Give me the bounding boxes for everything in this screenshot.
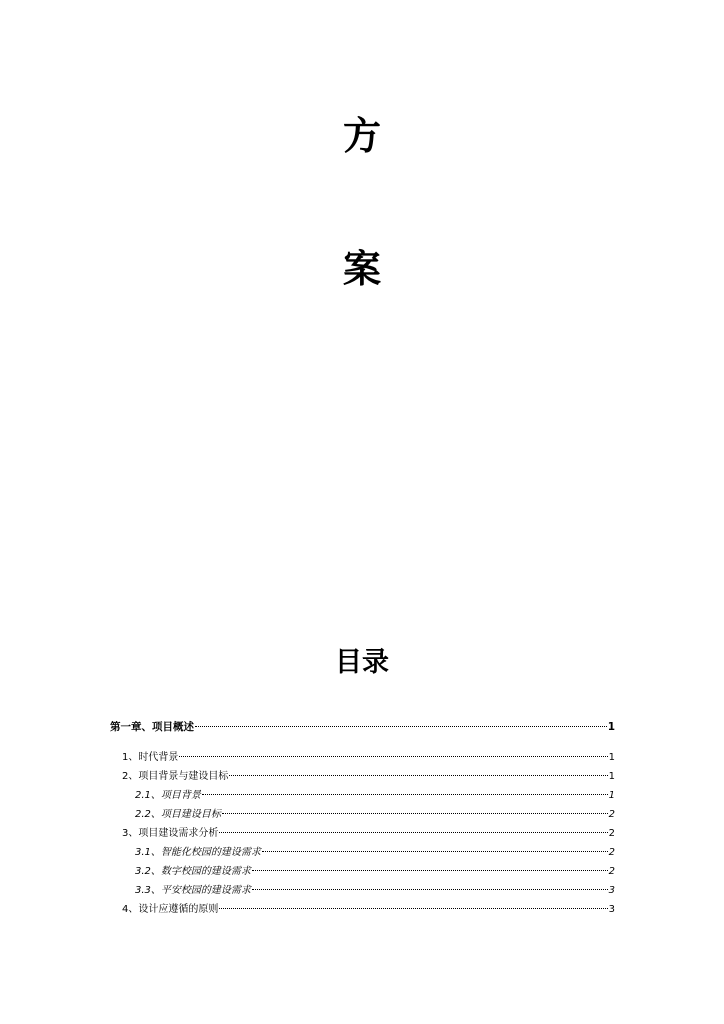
toc-entry-text: 1、时代背景 bbox=[122, 752, 179, 763]
cover-title-char-1: 方 bbox=[342, 114, 381, 158]
toc-dot-leader bbox=[219, 832, 607, 833]
toc-dot-leader bbox=[262, 851, 608, 852]
toc-entry-2[interactable] bbox=[110, 767, 615, 786]
table-of-contents bbox=[110, 718, 615, 919]
toc-page-number: 2 bbox=[608, 809, 615, 820]
toc-dot-leader bbox=[252, 889, 608, 890]
toc-dot-leader bbox=[179, 756, 607, 757]
toc-entry-1[interactable] bbox=[110, 748, 615, 767]
toc-dot-leader bbox=[252, 870, 608, 871]
toc-entry-4[interactable] bbox=[110, 900, 615, 919]
toc-entry-text: 第一章、项目概述 bbox=[110, 721, 194, 733]
toc-entry-3-1[interactable] bbox=[110, 843, 615, 862]
toc-entry-text: 3.1、智能化校园的建设需求 bbox=[135, 847, 261, 858]
toc-page-number: 1 bbox=[608, 771, 615, 782]
toc-page-number: 2 bbox=[608, 847, 615, 858]
toc-page-number: 3 bbox=[608, 885, 615, 896]
toc-entry-text: 3、项目建设需求分析 bbox=[122, 828, 219, 839]
toc-entry-text: 2、项目背景与建设目标 bbox=[122, 771, 229, 782]
toc-entry-text: 4、设计应遵循的原则 bbox=[122, 904, 219, 915]
toc-entry-text: 3.3、平安校园的建设需求 bbox=[135, 885, 251, 896]
toc-entry-3[interactable] bbox=[110, 824, 615, 843]
toc-page-number: 2 bbox=[608, 828, 615, 839]
toc-title: 目录 bbox=[335, 647, 389, 678]
toc-entry-text: 2.1、项目背景 bbox=[135, 790, 201, 801]
toc-page-number: 1 bbox=[608, 790, 615, 801]
toc-entry-text: 2.2、项目建设目标 bbox=[135, 809, 221, 820]
toc-entry-2-2[interactable] bbox=[110, 805, 615, 824]
toc-dot-leader bbox=[202, 794, 608, 795]
toc-entry-3-3[interactable] bbox=[110, 881, 615, 900]
toc-dot-leader bbox=[229, 775, 607, 776]
toc-entry-2-1[interactable] bbox=[110, 786, 615, 805]
toc-page-number: 1 bbox=[607, 721, 615, 733]
toc-dot-leader bbox=[222, 813, 608, 814]
toc-entry-chapter-1[interactable] bbox=[110, 718, 615, 737]
toc-page-number: 3 bbox=[608, 904, 615, 915]
toc-page-number: 1 bbox=[608, 752, 615, 763]
toc-entry-3-2[interactable] bbox=[110, 862, 615, 881]
toc-entry-text: 3.2、数字校园的建设需求 bbox=[135, 866, 251, 877]
toc-dot-leader bbox=[219, 908, 607, 909]
cover-title-char-2: 案 bbox=[342, 247, 381, 291]
toc-dot-leader bbox=[195, 726, 607, 727]
toc-page-number: 2 bbox=[608, 866, 615, 877]
